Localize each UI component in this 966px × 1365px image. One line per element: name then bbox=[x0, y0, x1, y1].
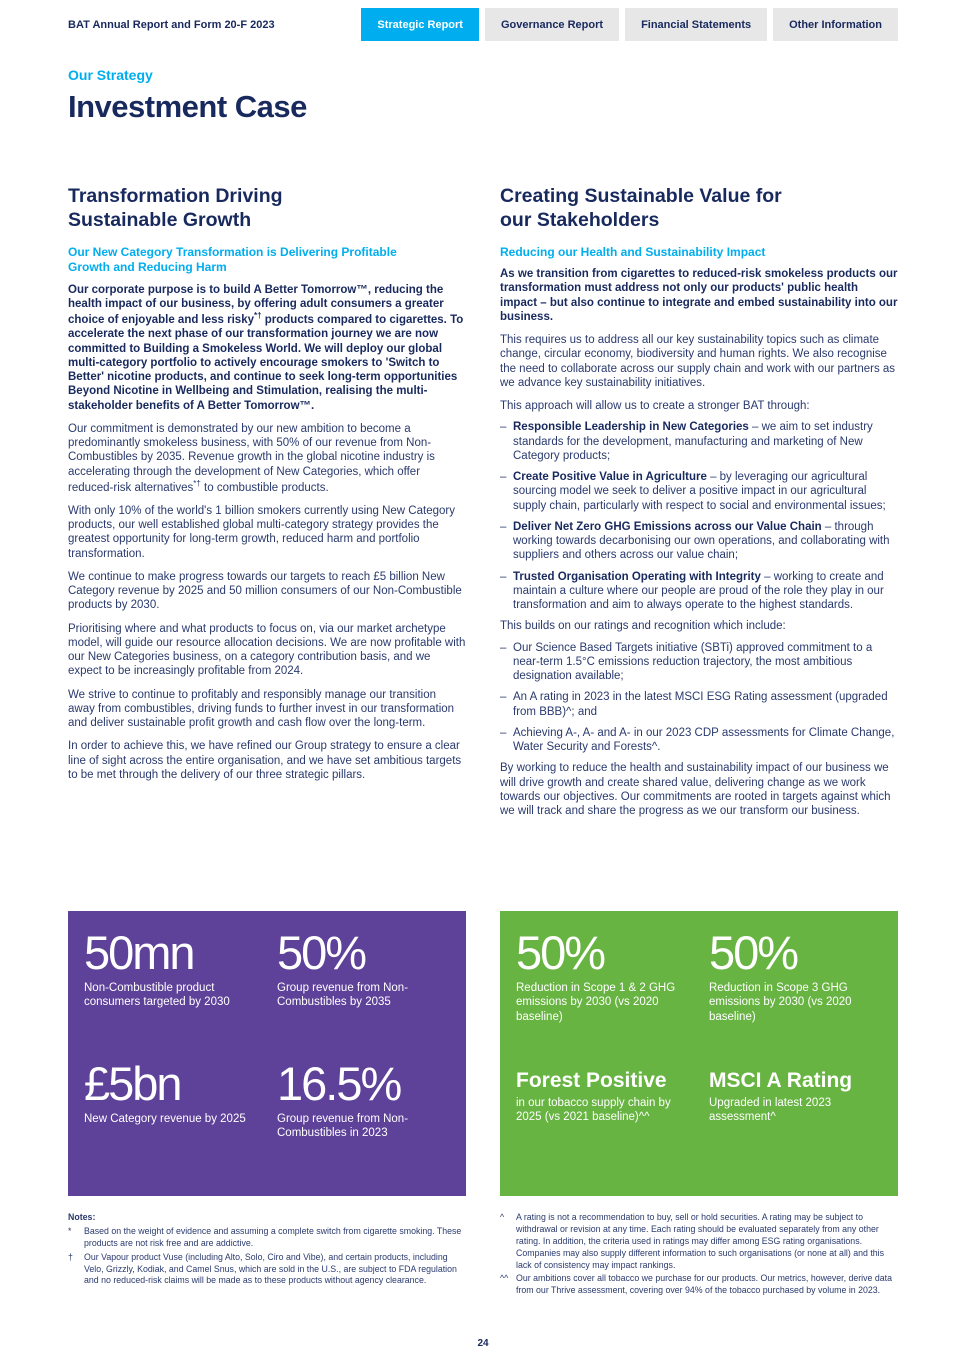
bullet-dash: – bbox=[500, 471, 507, 484]
stat-label: Reduction in Scope 3 GHG emissions by 2030 (vs 2020 baseline) bbox=[709, 982, 852, 1023]
stat-value: 16.5% bbox=[277, 1056, 401, 1110]
bullet-text: An A rating in 2023 in the latest MSCI ESG Rating assessment (upgraded from BBB)^; and bbox=[513, 691, 888, 718]
rating-bullet-item bbox=[500, 726, 898, 755]
stat-value: 50% bbox=[516, 926, 605, 979]
bullet-text bbox=[513, 520, 898, 563]
bullet-dash: – bbox=[500, 641, 507, 654]
note-text: Our Vapour product Vuse (including Alto, Solo, Ciro and Vibe), and certain products, including Velo, Grizzly, Kodiak, and Camel Snus, which are sold in the U.S., are subject to FDA regulation and no reduced-risk claims will be made as to these products without agency clearance. bbox=[84, 1251, 457, 1286]
tab-financial-statements[interactable]: Financial Statements bbox=[625, 8, 767, 41]
bullet-lead: Responsible Leadership in New Categories bbox=[513, 421, 749, 434]
purple-stats-panel bbox=[68, 911, 466, 1196]
bullet-item bbox=[500, 520, 898, 563]
notes-title: Notes: bbox=[68, 1212, 96, 1222]
bullet-rest: – we aim to set industry standards for the development, manufacturing and marketing of New Category products; bbox=[513, 421, 873, 462]
lead-text: products compared to cigarettes. To accelerate the next phase of our transformation journey we are now committed to Building a Smokeless World. We will deploy our global multi-category portfolio to actively encourage smokers to 'Switch to Better' nicotine products, and continue to seek long-term opportunities Beyond Nicotine in Wellbeing and Stimulation, realising the multi-stakeholder benefits of A Better Tomorrow™. bbox=[68, 314, 464, 412]
left-lead-paragraph bbox=[68, 283, 466, 413]
page-number: 24 bbox=[477, 1338, 489, 1349]
stat-label: Reduction in Scope 1 & 2 GHG emissions by 2030 (vs 2020 baseline) bbox=[516, 982, 676, 1023]
stat-item bbox=[277, 923, 450, 1054]
stat-label: Group revenue from Non-Combustibles by 2035 bbox=[277, 982, 409, 1009]
lead-text: Our corporate purpose is to build A Better Tomorrow™, reducing the health impact of our business, by offering adult consumers a greater choice of enjoyable and less risky bbox=[68, 283, 444, 327]
bullet-text bbox=[513, 570, 898, 613]
section-label: Our Strategy bbox=[68, 67, 153, 83]
body-paragraph bbox=[68, 422, 466, 495]
left-column-subheading: Our New Category Transformation is Delivering Profitable Growth and Reducing Harm bbox=[68, 244, 397, 275]
bullet-dash: – bbox=[500, 726, 507, 739]
left-column-heading: Transformation Driving Sustainable Growth bbox=[68, 185, 283, 231]
rating-bullet-item bbox=[500, 641, 898, 684]
notes-right bbox=[500, 1212, 898, 1299]
bullet-text: Achieving A-, A- and A- in our 2023 CDP assessments for Climate Change, Water Security and Forests^. bbox=[513, 726, 895, 754]
body-paragraph: With only 10% of the world's 1 billion smokers currently using New Category products, our well established global multi-category strategy provides the greatest opportunity for long-term growth, reduced harm and portfolio transformation. bbox=[68, 504, 455, 560]
stat-item bbox=[84, 923, 257, 1054]
notes-left bbox=[68, 1212, 466, 1299]
bullet-lead: Deliver Net Zero GHG Emissions across our Value Chain bbox=[513, 520, 822, 533]
body-paragraph: We strive to continue to profitably and responsibly manage our transition away from combustibles, driving funds to further invest in our transformation and deliver sustainable profit growth and cash flow over the long-term. bbox=[68, 688, 455, 730]
stat-value: £5bn bbox=[84, 1056, 181, 1110]
bullet-item bbox=[500, 470, 898, 513]
stat-label: New Category revenue by 2025 bbox=[84, 1112, 246, 1125]
column-transformation bbox=[68, 185, 466, 791]
stat-label: Upgraded in latest 2023 assessment^ bbox=[709, 1096, 832, 1123]
note-text: Based on the weight of evidence and assuming a complete switch from cigarette smoking. These products are not risk free and are addictive. bbox=[84, 1225, 462, 1248]
stat-item bbox=[277, 1054, 450, 1185]
bullet-dash: – bbox=[500, 421, 507, 434]
stat-label: Non-Combustible product consumers targeted by 2030 bbox=[84, 982, 230, 1009]
note-marker: ^ bbox=[500, 1212, 505, 1222]
bullet-text bbox=[513, 420, 898, 463]
bullet-item bbox=[500, 420, 898, 463]
bullet-item bbox=[500, 570, 898, 613]
closing-paragraph: By working to reduce the health and sustainability impact of our business we will drive growth and create shared value, delivering change as we work towards our objectives. Our commitments are rooted in targets against which we will track and share the progress as we our transform our business. bbox=[500, 762, 891, 818]
section-tabs bbox=[361, 8, 898, 41]
body-paragraph: This requires us to address all our key sustainability topics such as climate change, circular economy, biodiversity and human rights. We also recognise the need to collaborate across our supply chain and work with our partners as we advance key sustainability initiatives. bbox=[500, 334, 896, 389]
stat-item bbox=[516, 1054, 689, 1185]
footnote-reference: *† bbox=[254, 311, 262, 321]
stat-value: 50% bbox=[709, 926, 798, 979]
stat-item bbox=[709, 923, 882, 1054]
bullet-text bbox=[513, 470, 898, 513]
note-item bbox=[500, 1212, 898, 1271]
footnote-reference: *† bbox=[193, 478, 201, 488]
column-sustainable-value bbox=[500, 185, 898, 827]
note-item bbox=[68, 1226, 466, 1250]
bullet-rest: – working to create and maintain a culture where our people are proud of the role they play in our transformation and aim to always operate to the highest standards. bbox=[513, 570, 884, 612]
right-lead-paragraph: As we transition from cigarettes to reduced-risk smokeless products our transformation must address not only our products' public health impact – but also continue to integrate and embed sustainability into our business. bbox=[500, 268, 898, 323]
stats-section bbox=[0, 911, 966, 1196]
body-paragraph: In order to achieve this, we have refined our Group strategy to ensure a clear line of sight across the entire organisation, and we have set ambitious targets to be met through the delivery of our three strategic pillars. bbox=[68, 740, 462, 781]
bullet-dash: – bbox=[500, 691, 507, 704]
bullet-dash: – bbox=[500, 570, 507, 583]
note-text: A rating is not a recommendation to buy, sell or hold securities. A rating may be subject to withdrawal or revision at any time. Each rating should be evaluated separately from any other rating. In addition, the criteria used in ratings may differ among ESG rating organisations. Companies may also supply different information to such organisations (or none at all) and this lack of consistency may impact rankings. bbox=[516, 1212, 885, 1270]
tab-other-information[interactable]: Other Information bbox=[773, 8, 898, 41]
stat-value: 50% bbox=[277, 926, 366, 979]
bullet-lead: Create Positive Value in Agriculture bbox=[513, 471, 707, 484]
top-nav-bar bbox=[0, 0, 966, 41]
note-item bbox=[500, 1273, 898, 1297]
report-title: BAT Annual Report and Form 20-F 2023 bbox=[68, 18, 275, 31]
stat-item bbox=[84, 1054, 257, 1185]
stat-value: 50mn bbox=[84, 926, 194, 979]
note-text: Our ambitions cover all tobacco we purchase for our products. Our metrics, however, derive data from our Thrive assessment, covering over 94% of the tobacco purchased by volume in 2023. bbox=[516, 1273, 892, 1296]
note-item bbox=[68, 1252, 466, 1288]
notes-section bbox=[0, 1212, 966, 1299]
tab-governance-report[interactable]: Governance Report bbox=[485, 8, 619, 41]
bullets-intro: This approach will allow us to create a stronger BAT through: bbox=[500, 400, 810, 413]
paragraph-text: Our commitment is demonstrated by our new ambition to become a predominantly smokeless business, with 50% of our revenue from Non-Combustibles by 2035. Revenue growth in the global nicotine industry is accelerating through the development of New Categories, which offer reduced-risk alternatives bbox=[68, 422, 435, 494]
ratings-intro: This builds on our ratings and recognition which include: bbox=[500, 620, 786, 633]
bullet-dash: – bbox=[500, 520, 507, 533]
rating-bullet-item bbox=[500, 690, 898, 719]
bullet-lead: Trusted Organisation Operating with Integrity bbox=[513, 570, 761, 583]
stat-value: MSCI A Rating bbox=[709, 1068, 853, 1092]
tab-strategic-report[interactable]: Strategic Report bbox=[361, 8, 479, 41]
note-marker: * bbox=[68, 1225, 72, 1236]
note-marker: † bbox=[68, 1251, 73, 1262]
two-column-body bbox=[0, 185, 966, 885]
note-marker: ^^ bbox=[500, 1273, 509, 1284]
right-column-subheading: Reducing our Health and Sustainability Impact bbox=[500, 244, 766, 259]
bullet-rest: – through working towards decarbonising our own operations, and collaborating with suppliers and others across our value chain; bbox=[513, 520, 890, 562]
stat-value: Forest Positive bbox=[516, 1068, 667, 1092]
stat-item bbox=[516, 923, 689, 1054]
stat-label: in our tobacco supply chain by 2025 (vs 2021 baseline)^^ bbox=[516, 1096, 671, 1123]
body-paragraph: We continue to make progress towards our targets to reach £5 billion New Category revenue by 2025 and 50 million consumers of our Non-Combustible products by 2030. bbox=[68, 570, 462, 612]
right-column-heading: Creating Sustainable Value for our Stakeholders bbox=[500, 185, 782, 231]
bullet-rest: – by leveraging our agricultural sourcing model we seek to deliver a positive impact in our agricultural supply chain, particularly with respect to social and environmental issues; bbox=[513, 471, 886, 512]
page-title: Investment Case bbox=[68, 89, 307, 124]
paragraph-text: to combustible products. bbox=[200, 481, 329, 494]
bullet-text: Our Science Based Targets initiative (SBTi) approved commitment to a near-term 1.5°C emissions reduction trajectory, the most ambitious designation available; bbox=[513, 641, 873, 683]
stat-item bbox=[709, 1054, 882, 1185]
stat-label: Group revenue from Non-Combustibles in 2023 bbox=[277, 1112, 409, 1139]
body-paragraph: Prioritising where and what products to focus on, via our market archetype model, will guide our resource allocation decisions. We are now profitable with our New Categories business, on a category contribution basis, and we expect to be increasingly profitable from 2024. bbox=[68, 622, 466, 678]
green-stats-panel bbox=[500, 911, 898, 1196]
